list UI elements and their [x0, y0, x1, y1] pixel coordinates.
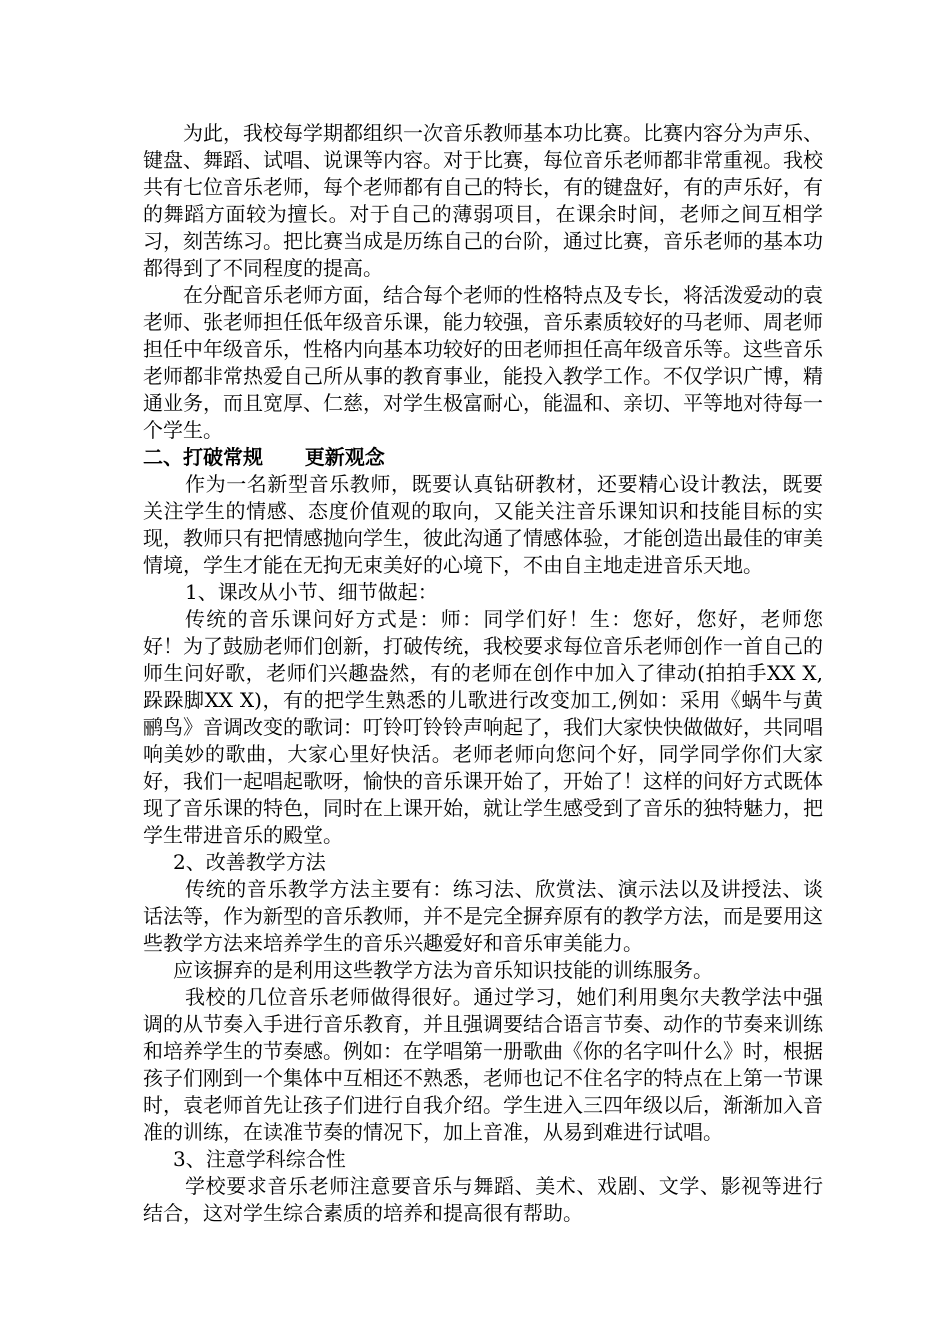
- paragraph-greeting-song: 传统的音乐课问好方式是：师：同学们好！生：您好，您好，老师您好！为了鼓励老师们创新，打破传统，我校要求每位音乐老师创作一首自己的师生问好歌，老师们兴趣盎然，有的老师在创作中加入了律动(拍拍手XX X,跺跺脚XX X)，有的把学生熟悉的儿歌进行改变加工,例如：采用《蜗牛与黄鹂鸟》音调改变的歌词：叮铃叮铃铃声响起了，我们大家快快做做好，共同唱响美妙的歌曲，大家心里好快活。老师老师向您问个好，同学同学你们大家好，我们一起唱起歌呀，愉快的音乐课开始了，开始了！这样的问好方式既体现了音乐课的特色，同时在上课开始，就让学生感受到了音乐的独特魅力，把学生带进音乐的殿堂。: [143, 607, 823, 847]
- paragraph-teacher-assignment: 在分配音乐老师方面，结合每个老师的性格特点及专长，将活泼爱动的袁老师、张老师担任低年级音乐课，能力较强，音乐素质较好的马老师、周老师担任中年级音乐，性格内向基本功较好的田老师担任高年级音乐等。这些音乐老师都非常热爱自己所从事的教育事业，能投入教学工作。不仅学识广博，精通业务，而且宽厚、仁慈，对学生极富耐心，能温和、亲切、平等地对待每一个学生。: [143, 283, 823, 442]
- subheading-interdisciplinary: 3、注意学科综合性: [173, 1147, 346, 1171]
- section-heading: 二、打破常规 更新观念: [143, 445, 385, 469]
- paragraph-orff-method: 我校的几位音乐老师做得很好。通过学习，她们利用奥尔夫教学法中强调的从节奏入手进行音乐教育，并且强调要结合语言节奏、动作的节奏来训练和培养学生的节奏感。例如：在学唱第一册歌曲《你的名字叫什么》时，根据孩子们刚到一个集体中互相还不熟悉，老师也记不住名字的特点在上第一节课时，袁老师首先让孩子们进行自我介绍。学生进入三四年级以后，渐渐加入音准的训练，在读准节奏的情况下，加上音准，从易到难进行试唱。: [143, 985, 823, 1144]
- paragraph-integration: 学校要求音乐老师注意要音乐与舞蹈、美术、戏剧、文学、影视等进行结合，这对学生综合素质的培养和提高很有帮助。: [143, 1174, 823, 1225]
- paragraph-traditional-methods: 传统的音乐教学方法主要有：练习法、欣赏法、演示法以及讲授法、谈话法等，作为新型的音乐教师，并不是完全摒弃原有的教学方法，而是要用这些教学方法来培养学生的音乐兴趣爱好和音乐审美能力。: [143, 877, 823, 955]
- subheading-teaching-methods: 2、改善教学方法: [173, 850, 326, 874]
- paragraph-abandon-training: 应该摒弃的是利用这些教学方法为音乐知识技能的训练服务。: [173, 958, 713, 982]
- paragraph-new-teacher: 作为一名新型音乐教师，既要认真钻研教材，还要精心设计教法，既要关注学生的情感、态度价值观的取向，又能关注音乐课知识和技能目标的实现，教师只有把情感抛向学生，彼此沟通了情感体验，才能创造出最佳的审美情境，学生才能在无拘无束美好的心境下，不由自主地走进音乐天地。: [143, 472, 823, 577]
- paragraph-teacher-competition: 为此，我校每学期都组织一次音乐教师基本功比赛。比赛内容分为声乐、键盘、舞蹈、试唱、说课等内容。对于比赛，每位音乐老师都非常重视。我校共有七位音乐老师，每个老师都有自己的特长，有的键盘好，有的声乐好，有的舞蹈方面较为擅长。对于自己的薄弱项目，在课余时间，老师之间互相学习，刻苦练习。把比赛当成是历练自己的台阶，通过比赛，音乐老师的基本功都得到了不同程度的提高。: [143, 121, 823, 280]
- document-body: [143, 120, 823, 1227]
- subheading-curriculum-reform: 1、课改从小节、细节做起：: [185, 580, 438, 604]
